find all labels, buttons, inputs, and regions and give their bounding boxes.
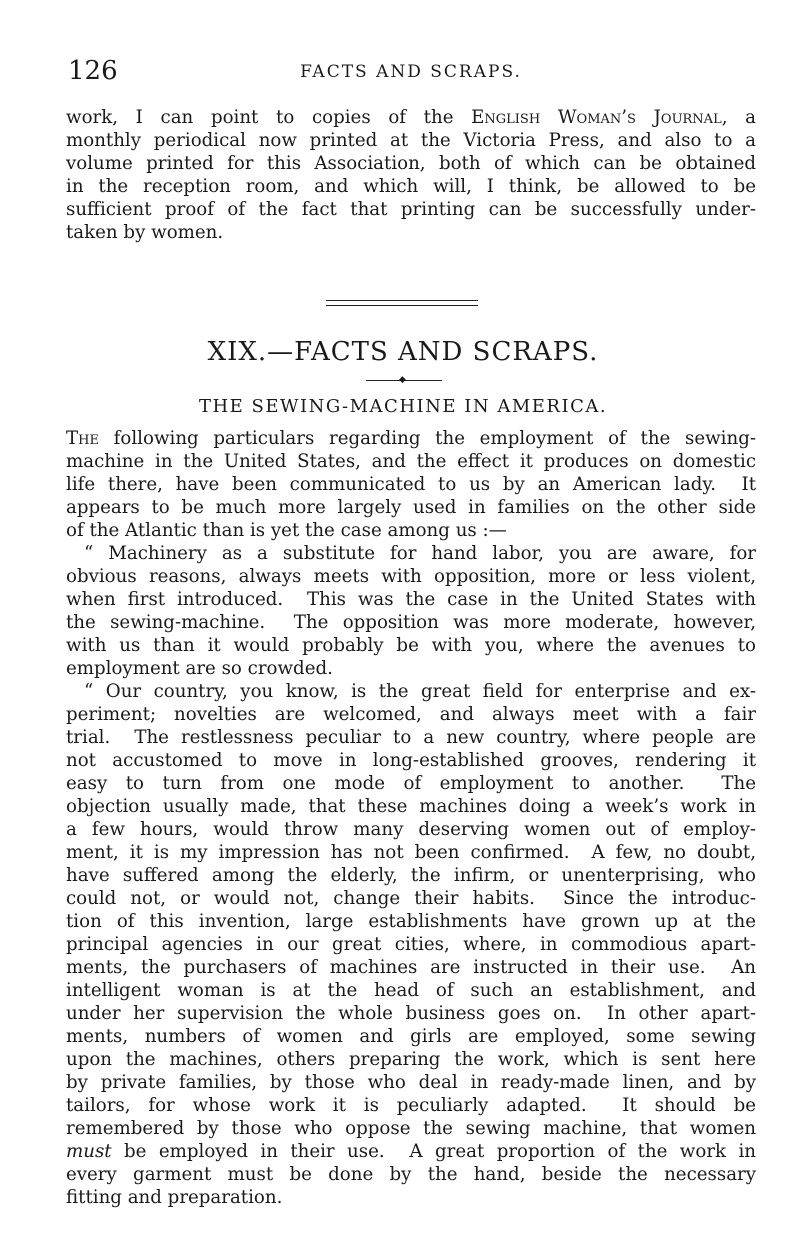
text-line: obvious reasons, always meets with opposition, more or less violent,: [66, 566, 756, 587]
text-line: work, I can point to copies of the English Woman’s Journal, a: [66, 107, 757, 128]
text-line: monthly periodical now printed at the Victoria Press, and also to a: [66, 130, 756, 151]
text-line: not accustomed to move in long-established grooves, rendering it: [66, 750, 756, 771]
text-line: employment are so crowded.: [66, 658, 333, 679]
journal-title: English Woman’s Journal: [471, 107, 722, 128]
divider-rule-bottom: [326, 305, 478, 306]
divider-rule-top: [326, 300, 478, 301]
text-line: volume printed for this Association, both of which can be obtained: [66, 153, 756, 174]
text-line: with us than it would probably be with you, where the avenues to: [66, 635, 756, 656]
text-line: “ Our country, you know, is the great field for enterprise and ex-: [84, 681, 756, 702]
text-line: trial. The restlessness peculiar to a new country, where people are: [66, 727, 756, 748]
article-heading: THE SEWING-MACHINE IN AMERICA.: [198, 396, 608, 417]
text-line: ments, the purchasers of machines are instructed in their use. An: [66, 957, 756, 978]
text-line: must be employed in their use. A great proportion of the work in: [66, 1141, 756, 1162]
text-line: when first introduced. This was the case in the United States with: [66, 589, 756, 610]
text-line: could not, or would not, change their habits. Since the introduc-: [66, 888, 756, 909]
text-line: ments, numbers of women and girls are employed, some sewing: [66, 1026, 756, 1047]
text-line: ment, it is my impression has not been confirmed. A few, no doubt,: [66, 842, 756, 863]
text-line: in the reception room, and which will, I think, be allowed to be: [66, 176, 756, 197]
text-line: intelligent woman is at the head of such an establishment, and: [66, 980, 756, 1001]
text-line: objection usually made, that these machines doing a week’s work in: [66, 796, 756, 817]
text-line: tion of this invention, large establishments have grown up at the: [66, 911, 756, 932]
text-line: tailors, for whose work it is peculiarly adapted. It should be: [66, 1095, 756, 1116]
text-line: sufficient proof of the fact that printing can be successfully under-: [66, 199, 756, 220]
text-line: machine in the United States, and the effect it produces on domestic: [66, 451, 756, 472]
text-line: fitting and preparation.: [66, 1187, 283, 1208]
text-line: easy to turn from one mode of employment to another. The: [66, 773, 756, 794]
text-line: a few hours, would throw many deserving women out of employ-: [66, 819, 756, 840]
page-header: [66, 56, 756, 86]
text-line: have suffered among the elderly, the infirm, or unenterprising, who: [66, 865, 756, 886]
text-line: taken by women.: [66, 222, 224, 243]
text-line: “ Machinery as a substitute for hand labor, you are aware, for: [84, 543, 756, 564]
text-line: the sewing-machine. The opposition was more moderate, however,: [66, 612, 756, 633]
text-line: principal agencies in our great cities, where, in commodious apart-: [66, 934, 756, 955]
text-line: under her supervision the whole business goes on. In other apart-: [66, 1003, 756, 1024]
text-line: of the Atlantic than is yet the case among us :—: [66, 520, 507, 541]
diamond-icon: ◆: [399, 375, 406, 385]
page-number: 126: [68, 56, 118, 86]
text-line: life there, have been communicated to us by an American lady. It: [66, 474, 756, 495]
text-line: upon the machines, others preparing the work, which is sent here: [66, 1049, 756, 1070]
section-title: XIX.—FACTS AND SCRAPS.: [207, 337, 599, 367]
text-line: every garment must be done by the hand, beside the necessary: [66, 1164, 756, 1185]
text-line: The following particulars regarding the employment of the sewing-: [66, 428, 756, 449]
text-line: by private families, by those who deal in ready-made linen, and by: [66, 1072, 756, 1093]
text-line: periment; novelties are welcomed, and always meet with a fair: [66, 704, 756, 725]
running-head: FACTS AND SCRAPS.: [300, 62, 522, 82]
text-line: appears to be much more largely used in families on the other side: [66, 497, 756, 518]
text-line: remembered by those who oppose the sewing machine, that women: [66, 1118, 756, 1139]
